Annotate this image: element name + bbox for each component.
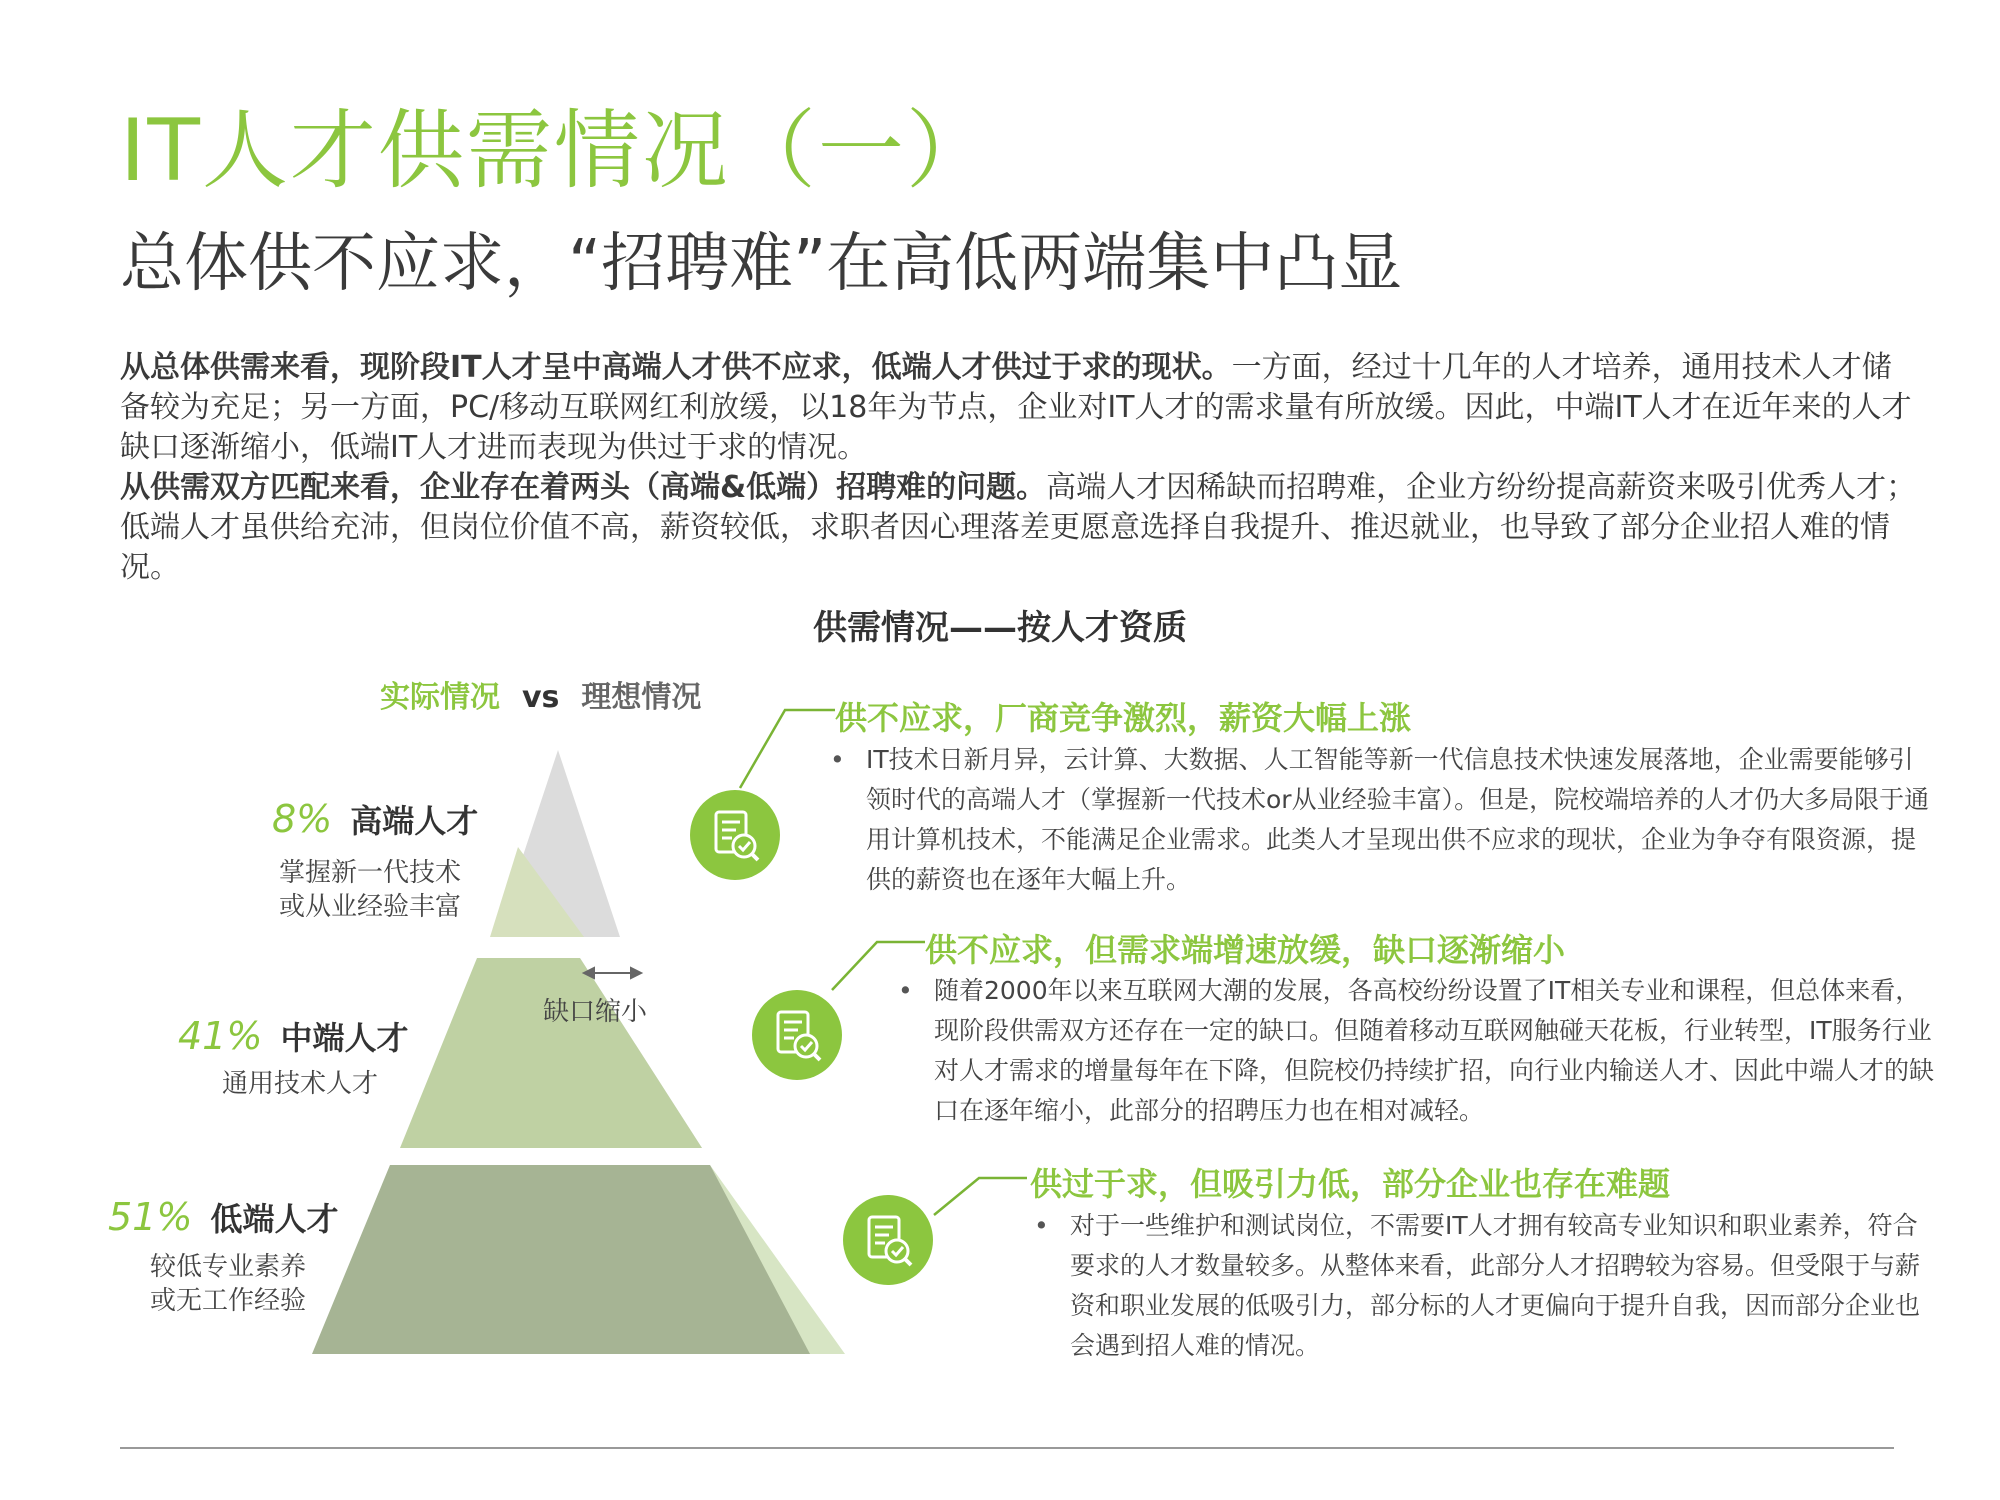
section-3-body [1034, 1206, 1936, 1366]
tier-high-name: 高端人才 [350, 802, 479, 840]
connector-1 [740, 710, 835, 788]
tier-mid-name: 中端人才 [280, 1019, 409, 1057]
legend-ideal: 理想情况 [581, 680, 702, 715]
section-1-heading: 供不应求，厂商竞争激烈，薪资大幅上涨 [835, 699, 1412, 737]
legend-vs: vs [522, 680, 560, 715]
intro-p1-bold: 从总体供需来看，现阶段IT人才呈中高端人才供不应求，低端人才供过于求的现状。 [120, 350, 1232, 385]
section-2-heading: 供不应求，但需求端增速放缓，缺口逐渐缩小 [925, 931, 1566, 969]
report-search-icon [843, 1195, 933, 1285]
section-2-text: 随着2000年以来互联网大潮的发展，各高校纷纷设置了IT相关专业和课程，但总体来看，现阶段供需双方还存在一定的缺口。但随着移动互联网触碰天花板，行业转型，IT服务行业对人才需求的增量每年在下降，但院校仍持续扩招，向行业内输送人才、因此中端人才的缺口在逐年缩小，此部分的招聘压力也在相对减轻。 [934, 976, 1935, 1125]
tier-low-desc-line2: 或无工作经验 [149, 1286, 306, 1316]
intro-p2-rest: 高端人才因稀缺而招聘难，企业方纷纷提高薪资来吸引优秀人才；低端人才虽供给充沛，但岗位价值不高，薪资较低，求职者因心理落差更愿意选择自我提升、推迟就业，也导致了部分企业招人难的情况。 [120, 470, 1917, 585]
tier-high-desc-line1: 掌握新一代技术 [278, 858, 461, 888]
gap-label: 缺口缩小 [543, 997, 648, 1027]
tier-low-pct: 51% [108, 1195, 193, 1239]
page-title: IT人才供需情况（一） [120, 101, 994, 201]
legend-actual: 实际情况 [380, 680, 500, 715]
tier-high-pct: 8% [272, 797, 333, 841]
report-search-icon [752, 990, 842, 1080]
chart-title: 供需情况——按人才资质 [813, 608, 1187, 648]
tier-high-desc-line2: 或从业经验丰富 [278, 892, 461, 922]
bottom-divider [120, 1447, 1894, 1449]
intro-p1-rest: 一方面，经过十几年的人才培养，通用技术人才储备较为充足；另一方面，PC/移动互联网红利放缓，以18年为节点，企业对IT人才的需求量有所放缓。因此，中端IT人才在近年来的人才缺口逐渐缩小，低端IT人才进而表现为供过于求的情况。 [120, 350, 1912, 465]
tier-low-name: 低端人才 [210, 1200, 339, 1238]
section-3-bullet: • [1034, 1211, 1049, 1240]
section-1-text: IT技术日新月异，云计算、大数据、人工智能等新一代信息技术快速发展落地，企业需要能够引领时代的高端人才（掌握新一代技术or从业经验丰富）。但是，院校端培养的人才仍大多局限于通用计算机技术，不能满足企业需求。此类人才呈现出供不应求的现状，企业为争夺有限资源，提供的薪资也在逐年大幅上升。 [866, 745, 1930, 894]
page-subtitle: 总体供不应求，“招聘难”在高低两端集中凸显 [120, 227, 1403, 301]
tier-low-desc-line1: 较低专业素养 [149, 1252, 306, 1282]
section-1-body [830, 740, 1936, 900]
report-search-icon [690, 790, 780, 880]
section-2-bullet: • [898, 976, 913, 1005]
intro-p2-bold: 从供需双方匹配来看，企业存在着两头（高端&低端）招聘难的问题。 [120, 470, 1047, 505]
tier-mid-pct: 41% [178, 1014, 263, 1058]
section-2-body [898, 971, 1936, 1131]
section-3-heading: 供过于求，但吸引力低，部分企业也存在难题 [1030, 1165, 1671, 1203]
tier-mid-desc-line1: 通用技术人才 [221, 1069, 378, 1099]
section-1-bullet: • [830, 745, 845, 774]
connector-3 [934, 1178, 1027, 1215]
section-3-text: 对于一些维护和测试岗位，不需要IT人才拥有较高专业知识和职业素养，符合要求的人才数量较多。从整体来看，此部分人才招聘较为容易。但受限于与薪资和职业发展的低吸引力，部分标的人才更偏向于提升自我，因而部分企业也会遇到招人难的情况。 [1070, 1211, 1921, 1360]
